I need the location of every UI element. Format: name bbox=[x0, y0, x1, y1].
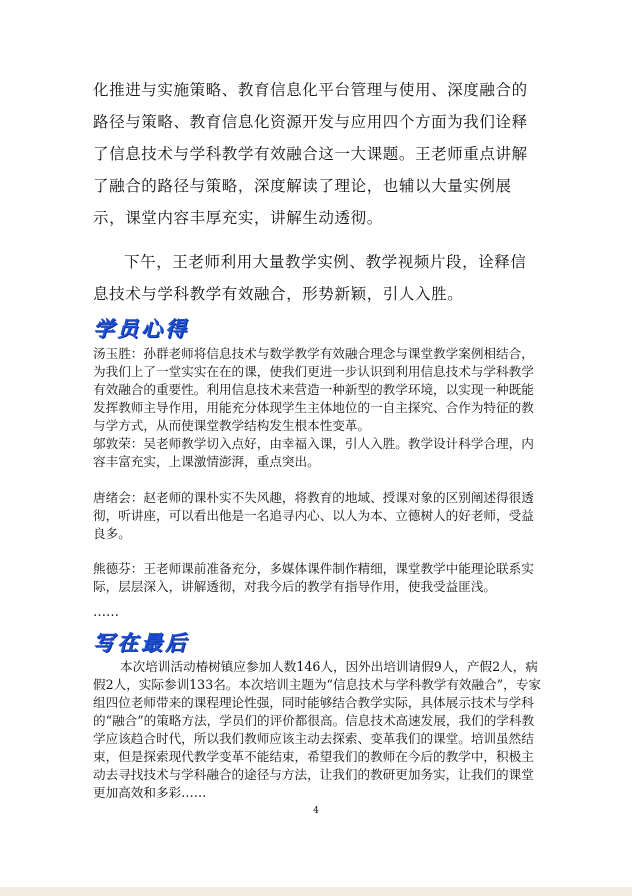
closing-section-title: 写在最后 bbox=[93, 631, 189, 655]
student-entry-1: 汤玉胜：孙群老师将信息技术与数学教学有效融合理念与课堂教学案例相结合，为我们上了一堂实实在在的课，使我们更进一步认识到利用信息技术与学科教学有效融合的重要性。利用信息技术来营造一种新型的教学环境，以实现一种既能发挥教师主导作用，用能充分体现学生主体地位的一自主探究、合作为特征的教与学方式，从而使课堂教学结构发生根本性变革。 bbox=[93, 346, 534, 433]
page-number: 4 bbox=[313, 806, 319, 816]
intro-paragraph: 化推进与实施策略、教育信息化平台管理与使用、深度融合的路径与策略、教育信息化资源开发与应用四个方面为我们诠释了信息技术与学科教学有效融合这一大课题。王老师重点讲解了融合的路径与策略，深度解读了理论，也辅以大量实例展示，课堂内容丰厚充实，讲解生动透彻。 bbox=[93, 81, 528, 227]
closing-paragraph: 本次培训活动椿树镇应参加人数146人，因外出培训请假9人，产假2人，病假2人，实际参训133名。本次培训主题为“信息技术与学科教学有效融合”，专家组四位老师带来的课程理论性强，同时能够结合教学实际，具体展示技术与学科的“融合”的策略方法，学员们的评价都很高。信息技术高速发展，我们的学科教学应该趋合时代，所以我们教师应该主动去探索、变革我们的课堂。培训虽然结束，但是探索现代教学变革不能结束，希望我们的教师在今后的教学中，积极主动去寻找技术与学科融合的途径与方法，让我们的教研更加务实，让我们的课堂更加高效和多彩…… bbox=[93, 659, 541, 800]
student-entry-2: 邬敦荣：吴老师教学切入点好，由幸福入课，引人入胜。教学设计科学合理，内容丰富充实，上课激情澎湃，重点突出。 bbox=[93, 436, 534, 469]
student-section-title: 学员心得 bbox=[93, 317, 189, 341]
student-entry-4: 熊德芬：王老师课前准备充分，多媒体课件制作精细，课堂教学中能理论联系实际，层层深入，讲解透彻，对我今后的教学有指导作用，使我受益匪浅。 bbox=[93, 561, 534, 594]
afternoon-paragraph: 下午，王老师利用大量教学实例、教学视频片段，诠释信息技术与学科教学有效融合，形势新颖，引人入胜。 bbox=[93, 253, 527, 303]
student-entry-3: 唐绪会：赵老师的课朴实不失风趣，将教育的地域、授课对象的区别阐述得很透彻，听讲座，可以看出他是一名追寻内心、以人为本、立德树人的好老师，受益良多。 bbox=[93, 490, 534, 541]
page-bottom-border bbox=[0, 887, 632, 896]
ellipsis: …… bbox=[93, 605, 119, 620]
